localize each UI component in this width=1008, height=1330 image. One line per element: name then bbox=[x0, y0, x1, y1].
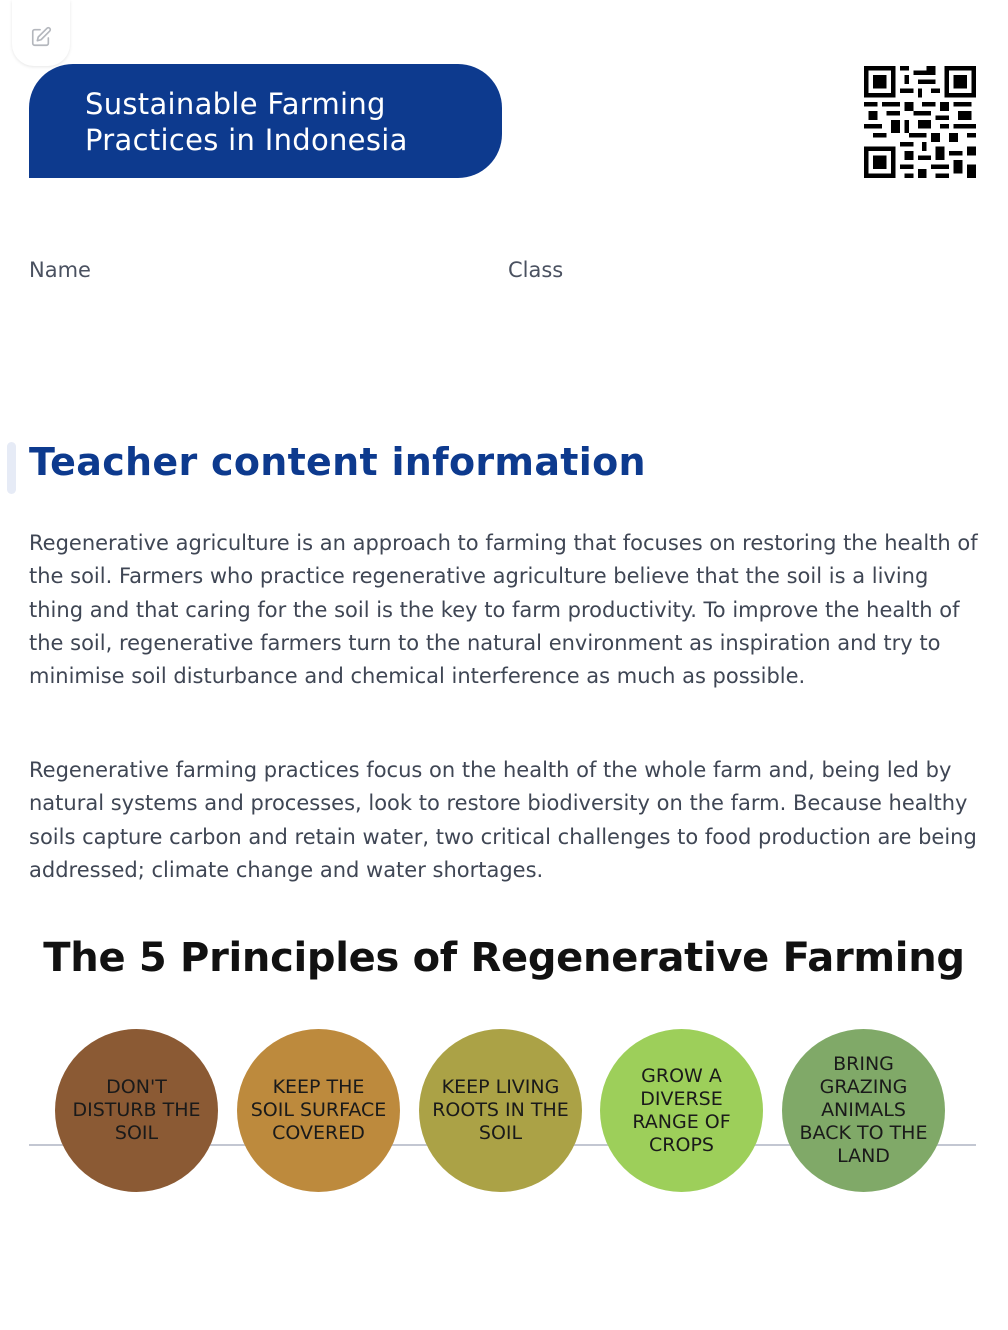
title-line-2: Practices in Indonesia bbox=[85, 123, 408, 157]
section-title: Teacher content information bbox=[29, 440, 646, 484]
paragraph-2: Regenerative farming practices focus on the health of the whole farm and, being led by natural systems and processes, look to restore biodiversity on the farm. Because healthy soils capture carbon and retain water, two critical challenges to food production are being addressed; climate change and water shortages. bbox=[29, 758, 977, 882]
principle-circle-5 bbox=[782, 1029, 945, 1192]
principle-label: GROW A DIVERSE RANGE OF CROPS bbox=[632, 1064, 731, 1156]
edit-button[interactable] bbox=[12, 0, 70, 66]
principle-label: KEEP LIVING ROOTS IN THE SOIL bbox=[432, 1076, 569, 1144]
paragraph-1: Regenerative agriculture is an approach to farming that focuses on restoring the health of the soil. Farmers who practice regenerative agriculture believe that the soil is a living thing and that caring for the soil is the key to farm productivity. To improve the health of the soil, regenerative farmers turn to the natural environment as inspiration and try to minimise soil disturbance and chemical interference as much as possible. bbox=[29, 531, 978, 689]
edit-icon bbox=[30, 26, 52, 48]
principle-label: KEEP THE SOIL SURFACE COVERED bbox=[250, 1076, 387, 1144]
title-banner bbox=[29, 64, 502, 178]
principle-circle-2 bbox=[237, 1029, 400, 1192]
name-label: Name bbox=[29, 258, 91, 282]
principle-circle-1 bbox=[55, 1029, 218, 1192]
title-line-1: Sustainable Farming bbox=[85, 87, 386, 121]
principle-label: DON'T DISTURB THE SOIL bbox=[72, 1076, 201, 1144]
class-label: Class bbox=[508, 258, 564, 282]
infographic-title: The 5 Principles of Regenerative Farming bbox=[43, 935, 965, 981]
principle-label: BRING GRAZING ANIMALS BACK TO THE LAND bbox=[799, 1053, 928, 1167]
principle-circle-4 bbox=[600, 1029, 763, 1192]
qr-code-icon bbox=[864, 66, 976, 178]
section-marker bbox=[7, 442, 16, 494]
principle-circle-3 bbox=[419, 1029, 582, 1192]
